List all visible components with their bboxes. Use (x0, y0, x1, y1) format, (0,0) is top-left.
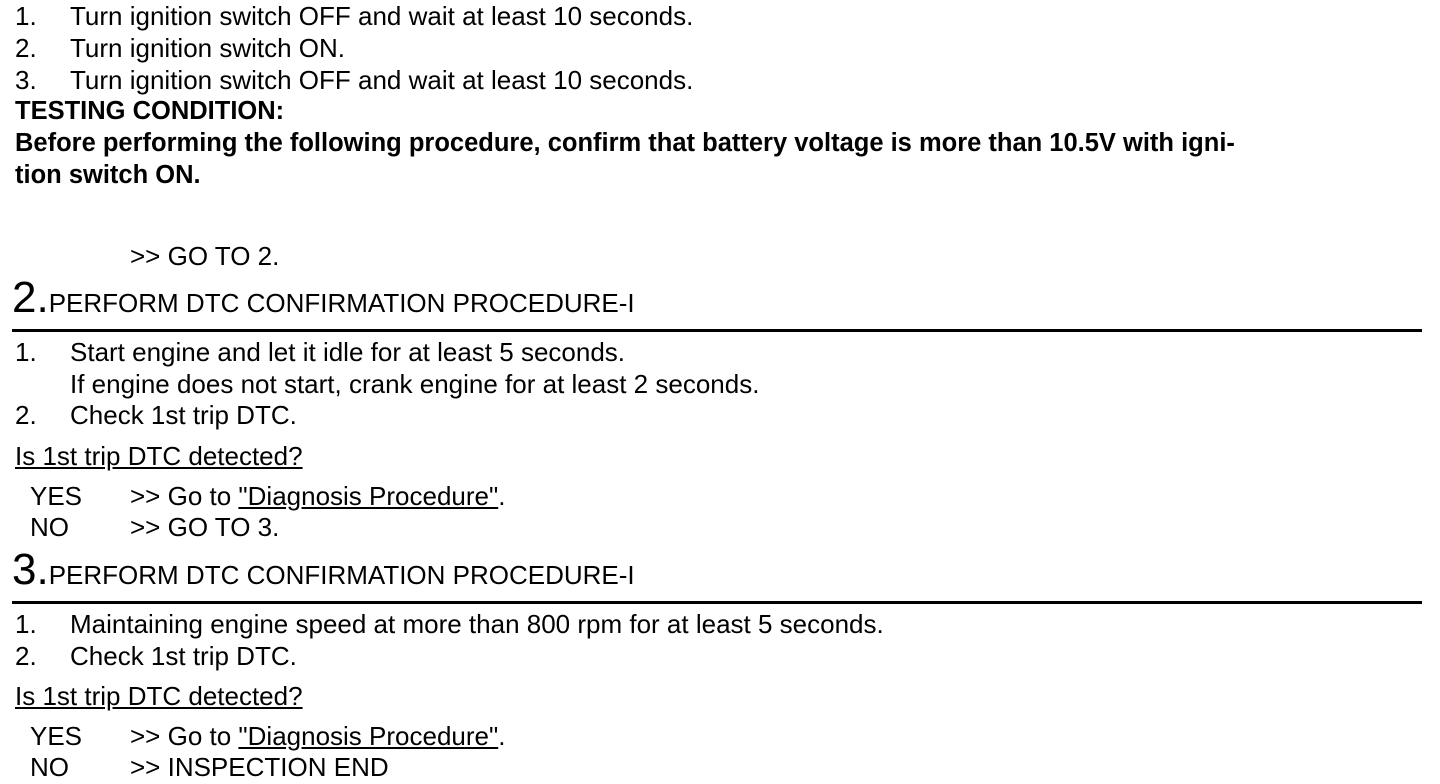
intro-step-1-text: Turn ignition switch OFF and wait at least 10 seconds. (70, 1, 694, 31)
step-3-question: Is 1st trip DTC detected? (15, 681, 303, 711)
step-2-item-2-number: 2. (15, 400, 37, 430)
step-3-no-text: >> INSPECTION END (130, 752, 389, 782)
intro-step-2-text: Turn ignition switch ON. (70, 33, 346, 63)
step-3-yes-suffix: . (498, 721, 506, 751)
step-2-no-text: >> GO TO 3. (130, 512, 280, 542)
intro-step-3-text: Turn ignition switch OFF and wait at least 10 seconds. (70, 65, 694, 95)
step-2-no-label: NO (30, 512, 69, 542)
step-2-question: Is 1st trip DTC detected? (15, 441, 303, 471)
step-3-yes-label: YES (30, 721, 83, 751)
step-2-header (12, 273, 635, 325)
testing-condition-line-1: Before performing the following procedure, confirm that battery voltage is more than 10.5V with igni- (15, 129, 1235, 157)
step-3-item-1-number: 1. (15, 609, 37, 639)
step-2-title: PERFORM DTC CONFIRMATION PROCEDURE-I (48, 288, 635, 318)
step-3-no-label: NO (30, 752, 69, 782)
step-3-yes-prefix: >> Go to (130, 721, 239, 751)
step-2-yes-suffix: . (498, 481, 506, 511)
step-3-divider (12, 601, 1422, 604)
step-3-number: 3. (12, 545, 49, 594)
step-2-yes-text (130, 480, 505, 512)
step-3-item-2-text: Check 1st trip DTC. (70, 641, 297, 671)
step-2-yes-prefix: >> Go to (130, 481, 239, 511)
step-2-item-1-number: 1. (15, 337, 37, 367)
step-3-diagnosis-link[interactable]: "Diagnosis Procedure" (238, 721, 499, 751)
testing-condition-heading: TESTING CONDITION: (15, 97, 285, 125)
intro-step-1-number: 1. (15, 1, 37, 31)
step-2-number: 2. (12, 273, 49, 322)
step-2-item-1-cont-text: If engine does not start, crank engine for at least 2 seconds. (70, 369, 760, 399)
goto-step-2: >> GO TO 2. (130, 241, 280, 271)
step-2-divider (12, 329, 1422, 332)
intro-step-3-number: 3. (15, 65, 37, 95)
step-3-item-2-number: 2. (15, 641, 37, 671)
step-2-yes-label: YES (30, 481, 83, 511)
step-2-item-1-text: Start engine and let it idle for at least 5 seconds. (70, 337, 626, 367)
intro-step-2-number: 2. (15, 33, 37, 63)
step-2-item-2-text: Check 1st trip DTC. (70, 400, 297, 430)
step-3-title: PERFORM DTC CONFIRMATION PROCEDURE-I (48, 560, 635, 590)
step-2-diagnosis-link[interactable]: "Diagnosis Procedure" (238, 481, 499, 511)
step-3-header (12, 545, 635, 597)
step-3-yes-text (130, 720, 505, 752)
testing-condition-line-2: tion switch ON. (15, 161, 201, 189)
step-3-item-1-text: Maintaining engine speed at more than 800 rpm for at least 5 seconds. (70, 609, 884, 639)
